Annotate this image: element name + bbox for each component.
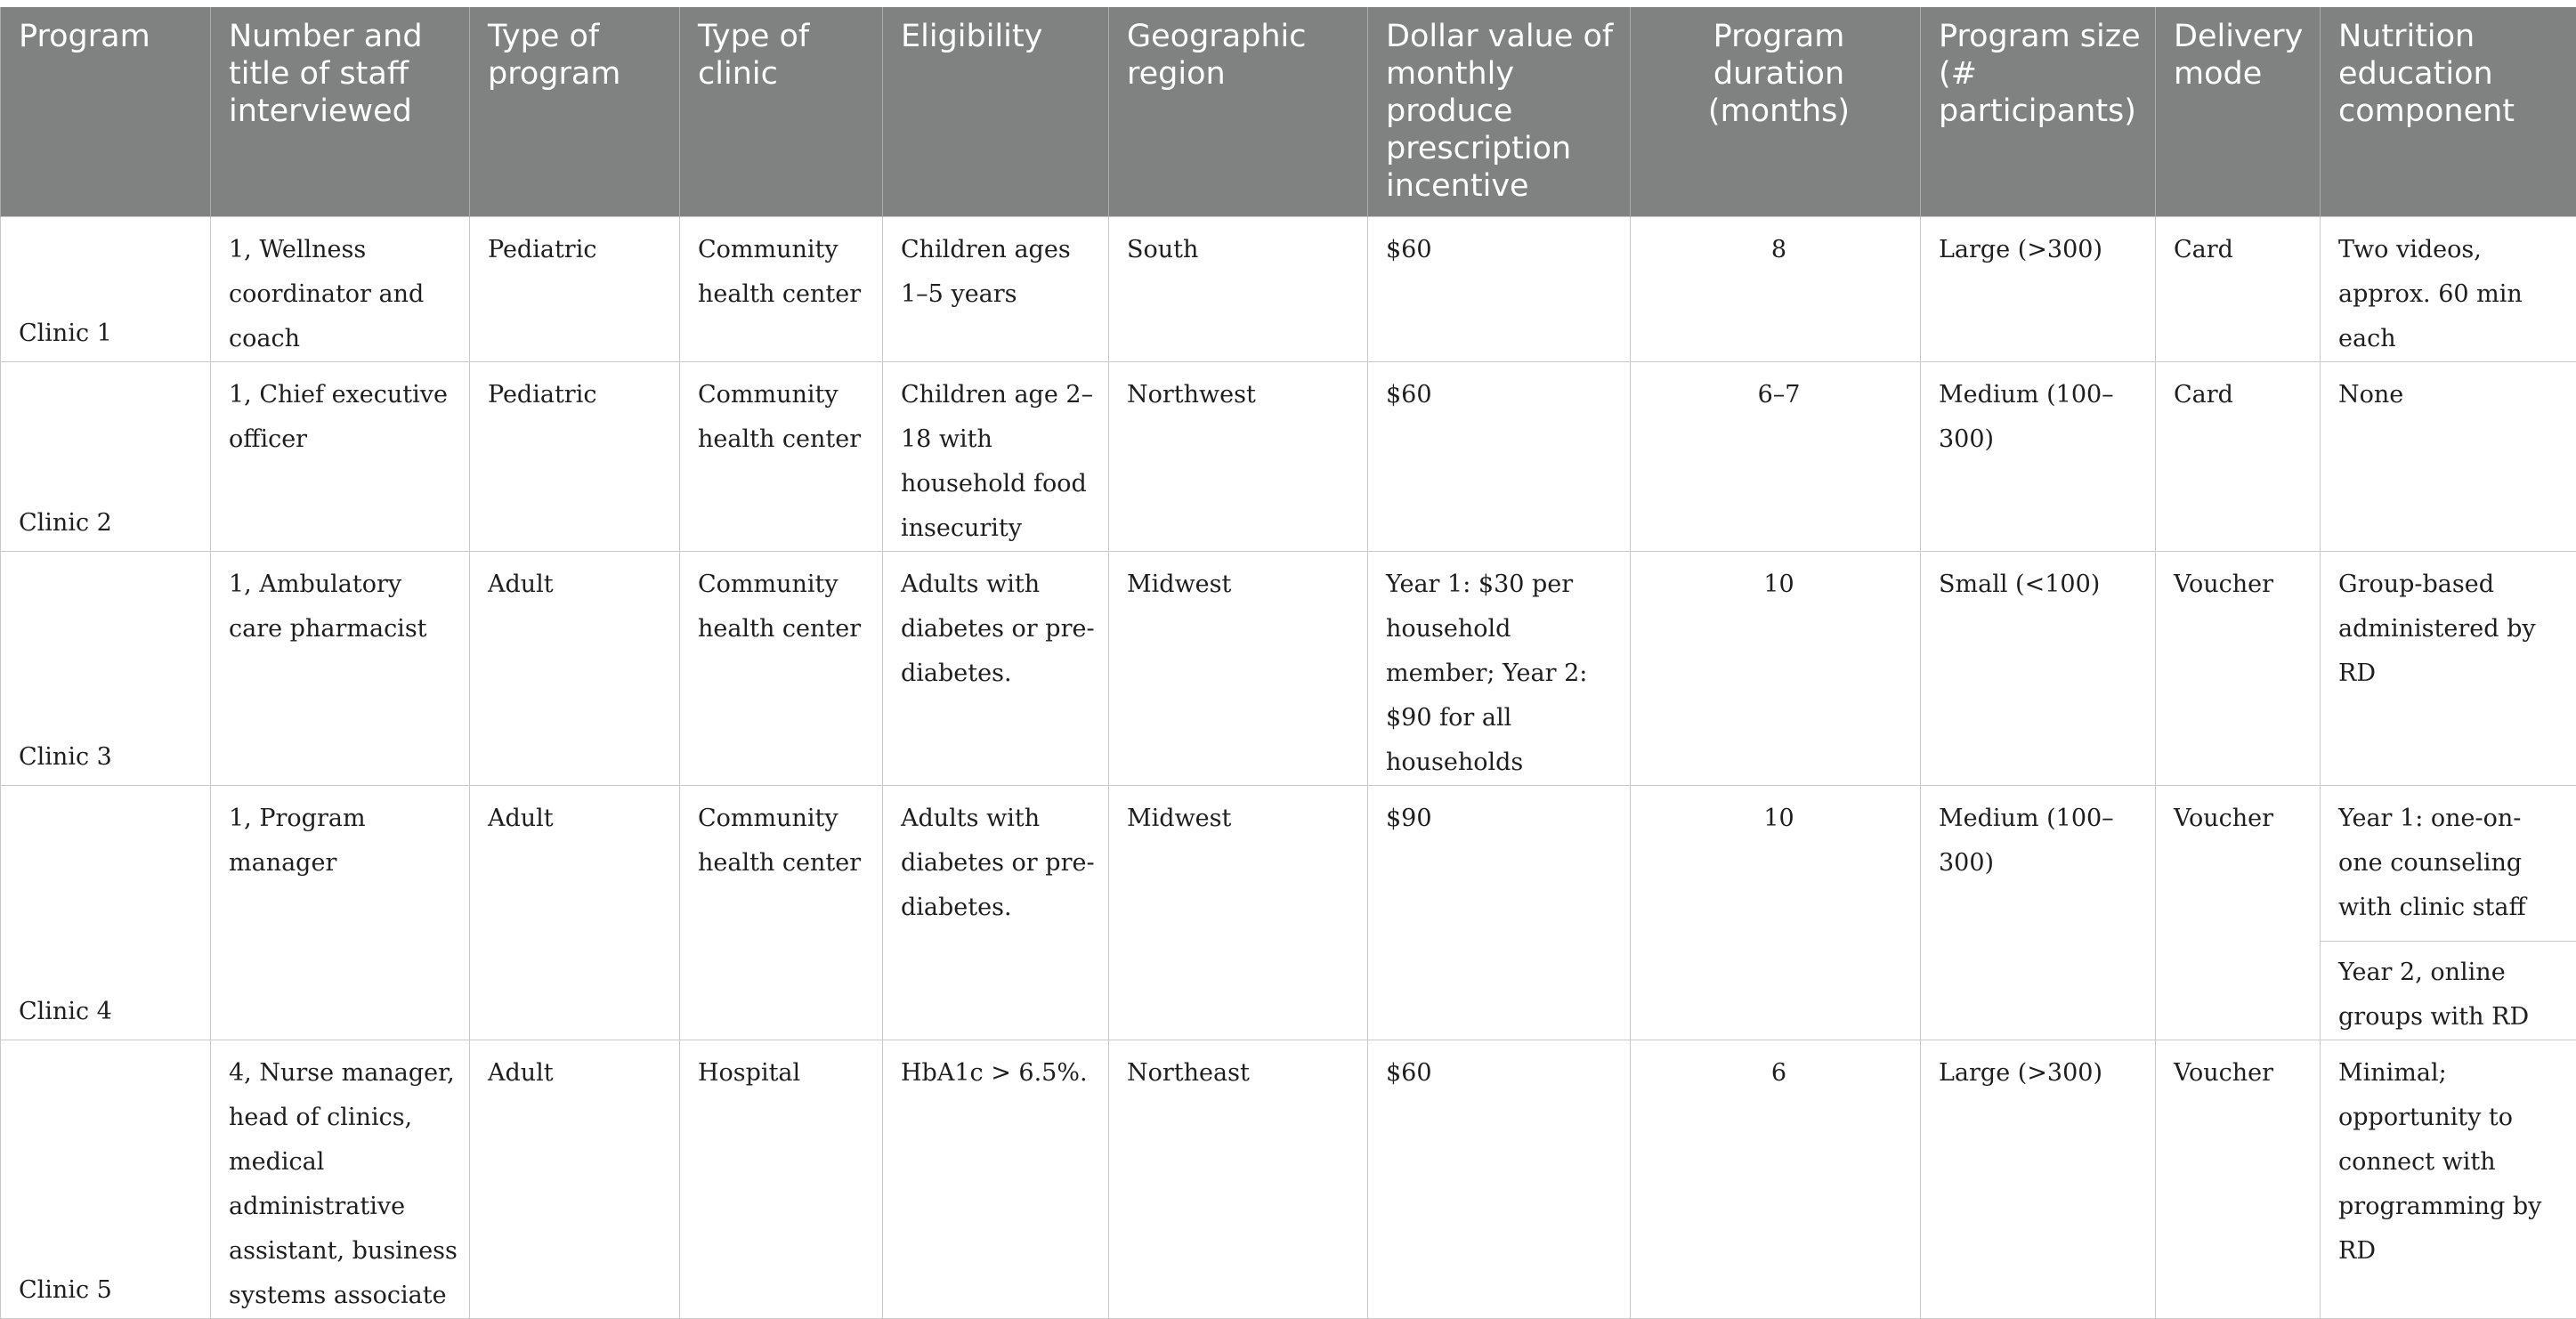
- cell-type-clinic: Community health center: [680, 362, 883, 552]
- cell-dollar-value: Year 1: $30 per household member; Year 2: $90 for all households: [1368, 552, 1631, 786]
- cell-staff: 1, Ambulatory care pharmacist: [211, 552, 470, 786]
- cell-eligibility: Adults with diabetes or pre-diabetes.: [883, 552, 1109, 786]
- header-type-program: Type of program: [470, 7, 680, 217]
- nutrition-year-2: Year 2, online groups with RD: [2321, 941, 2576, 1040]
- cell-type-clinic: Hospital: [680, 1040, 883, 1319]
- header-program: Program: [1, 7, 211, 217]
- cell-delivery: Voucher: [2156, 1040, 2321, 1319]
- cell-region: South: [1109, 217, 1368, 362]
- cell-staff: 1, Chief executive officer: [211, 362, 470, 552]
- cell-nutrition: Minimal; opportunity to connect with programming by RD: [2321, 1040, 2576, 1319]
- cell-duration: 10: [1631, 552, 1921, 786]
- header-eligibility: Eligibility: [883, 7, 1109, 217]
- cell-type-clinic: Community health center: [680, 217, 883, 362]
- cell-dollar-value: $60: [1368, 1040, 1631, 1319]
- cell-region: Northwest: [1109, 362, 1368, 552]
- header-duration: Program duration (months): [1631, 7, 1921, 217]
- cell-type-program: Adult: [470, 1040, 680, 1319]
- cell-delivery: Card: [2156, 217, 2321, 362]
- table-row: [1, 786, 2576, 1040]
- cell-delivery: Card: [2156, 362, 2321, 552]
- cell-duration: 8: [1631, 217, 1921, 362]
- cell-nutrition: Two videos, approx. 60 min each: [2321, 217, 2576, 362]
- header-size: Program size (# participants): [1921, 7, 2156, 217]
- header-nutrition: Nutrition education component: [2321, 7, 2576, 217]
- header-delivery: Delivery mode: [2156, 7, 2321, 217]
- cell-region: Midwest: [1109, 786, 1368, 1040]
- table-row: [1, 552, 2576, 786]
- cell-program: Clinic 4: [1, 786, 211, 1040]
- cell-duration: 10: [1631, 786, 1921, 1040]
- cell-nutrition: None: [2321, 362, 2576, 552]
- program-table: [0, 7, 2576, 1319]
- cell-eligibility: Adults with diabetes or pre-diabetes.: [883, 786, 1109, 1040]
- cell-type-clinic: Community health center: [680, 786, 883, 1040]
- cell-dollar-value: $60: [1368, 362, 1631, 552]
- nutrition-year-1: Year 1: one-on-one counseling with clinic staff: [2338, 797, 2565, 941]
- table-row: [1, 362, 2576, 552]
- cell-type-clinic: Community health center: [680, 552, 883, 786]
- header-type-clinic: Type of clinic: [680, 7, 883, 217]
- cell-type-program: Adult: [470, 552, 680, 786]
- table-row: [1, 217, 2576, 362]
- cell-duration: 6–7: [1631, 362, 1921, 552]
- header-staff: Number and title of staff interviewed: [211, 7, 470, 217]
- cell-eligibility: Children age 2–18 with household food insecurity: [883, 362, 1109, 552]
- cell-program: Clinic 3: [1, 552, 211, 786]
- table-row: [1, 1040, 2576, 1319]
- cell-delivery: Voucher: [2156, 786, 2321, 1040]
- header-row: [1, 7, 2576, 217]
- header-region: Geographic region: [1109, 7, 1368, 217]
- cell-region: Midwest: [1109, 552, 1368, 786]
- cell-dollar-value: $60: [1368, 217, 1631, 362]
- cell-eligibility: Children ages 1–5 years: [883, 217, 1109, 362]
- cell-staff: 4, Nurse manager, head of clinics, medical administrative assistant, business systems associate: [211, 1040, 470, 1319]
- cell-duration: 6: [1631, 1040, 1921, 1319]
- cell-program: Clinic 1: [1, 217, 211, 362]
- cell-staff: 1, Program manager: [211, 786, 470, 1040]
- header-dollar-value: Dollar value of monthly produce prescription incentive: [1368, 7, 1631, 217]
- cell-size: Large (>300): [1921, 1040, 2156, 1319]
- cell-staff: 1, Wellness coordinator and coach: [211, 217, 470, 362]
- cell-size: Medium (100–300): [1921, 362, 2156, 552]
- cell-nutrition: [2321, 786, 2576, 1040]
- cell-size: Large (>300): [1921, 217, 2156, 362]
- cell-delivery: Voucher: [2156, 552, 2321, 786]
- cell-type-program: Pediatric: [470, 362, 680, 552]
- cell-dollar-value: $90: [1368, 786, 1631, 1040]
- cell-size: Medium (100–300): [1921, 786, 2156, 1040]
- cell-nutrition: Group-based administered by RD: [2321, 552, 2576, 786]
- cell-program: Clinic 2: [1, 362, 211, 552]
- cell-program: Clinic 5: [1, 1040, 211, 1319]
- cell-eligibility: HbA1c > 6.5%.: [883, 1040, 1109, 1319]
- cell-type-program: Adult: [470, 786, 680, 1040]
- cell-region: Northeast: [1109, 1040, 1368, 1319]
- cell-size: Small (<100): [1921, 552, 2156, 786]
- cell-type-program: Pediatric: [470, 217, 680, 362]
